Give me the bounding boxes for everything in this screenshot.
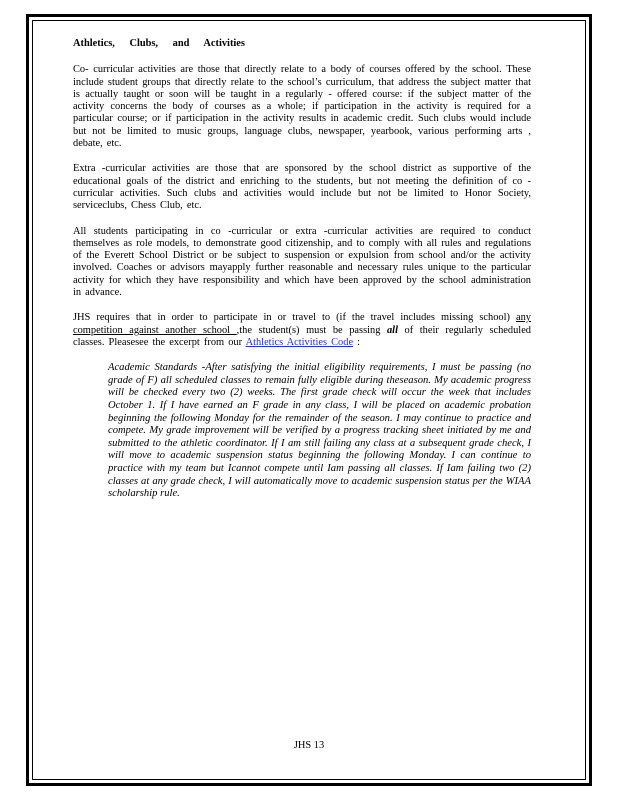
- jhs-requires-text-3: of their regularly scheduled classes. Pleasesee the excerpt from our: [73, 324, 532, 348]
- competition-underlined-text: any competition against another school: [73, 312, 531, 336]
- jhs-requires-text-2: ,the student(s) must be passing: [236, 324, 387, 336]
- role-models-paragraph: All students participating in co -curricular or extra -curricular activities are required to conduct themselves as role models, to demonstrate good citizenship, and to comply with all rules and regulations of the Everett School District or be subject to suspension or expulsion from school and/or the activity involved. Coaches or advisors mayapply further reasonable and necessary rules unique to the particular activity for which they have responsibility and which have been approved by the school administration in advance.: [73, 225, 531, 299]
- page-footer: JHS 13: [293, 740, 325, 751]
- jhs-requires-text-4: :: [353, 336, 361, 348]
- extra-curricular-paragraph: Extra -curricular activities are those that are sponsored by the school district as supportive of the educational goals of the district and enriching to the students, but not meeting the definition of co -curricular activities. Such clubs and activities would include but not be limited to Honor Society, serviceclubs, Chess Club, etc.: [73, 163, 531, 212]
- academic-standards-quote: Academic Standards -After satisfying the initial eligibility requirements, I must be passing (no grade of F) all scheduled classes to remain fully eligible during theseason. My academic progress will be checked every two (2) weeks. The first grade check will occur the week that includes October 1. If I have earned an F grade in any class, I will be placed on academic probation beginning the following Monday for the remainder of the season. I may continue to practice and compete. My grade improvement will be verified by a progress tracking sheet initiated by me and submitted to the athletic coordinator. If I am still failing any class at a subsequent grade check, I will move to academic suspension status beginning the following Monday. I can continue to practice with my team but Icannot compete until Iam passing all classes. If Iam failing two (2) classes at any grade check, I will automatically move to academic suspension status per the WIAA scholarship rule.: [108, 362, 531, 500]
- jhs-requires-paragraph: [73, 312, 531, 349]
- section-heading: Athletics, Clubs, and Activities: [73, 38, 245, 49]
- jhs-requires-text-1: JHS requires that in order to participate in or travel to (if the travel includes missing school): [73, 312, 516, 324]
- athletics-activities-code-link[interactable]: Athletics Activities Code: [245, 336, 354, 348]
- co-curricular-paragraph: Co- curricular activities are those that directly relate to a body of courses offered by the school. These include student groups that directly relate to the school’s curriculum, that address the subject matter that is actually taught or soon will be taught in a regularly - offered course: if the subject matter of the activity concerns the body of courses as a whole; if participation in the activity is required for a particular course; or if participation in the activity results in academic credit. Such clubs would include but not be limited to music groups, language clubs, newspaper, yearbook, various performing arts , debate, etc.: [73, 64, 531, 150]
- document-body: [73, 38, 531, 501]
- all-emphasis: all: [386, 324, 398, 336]
